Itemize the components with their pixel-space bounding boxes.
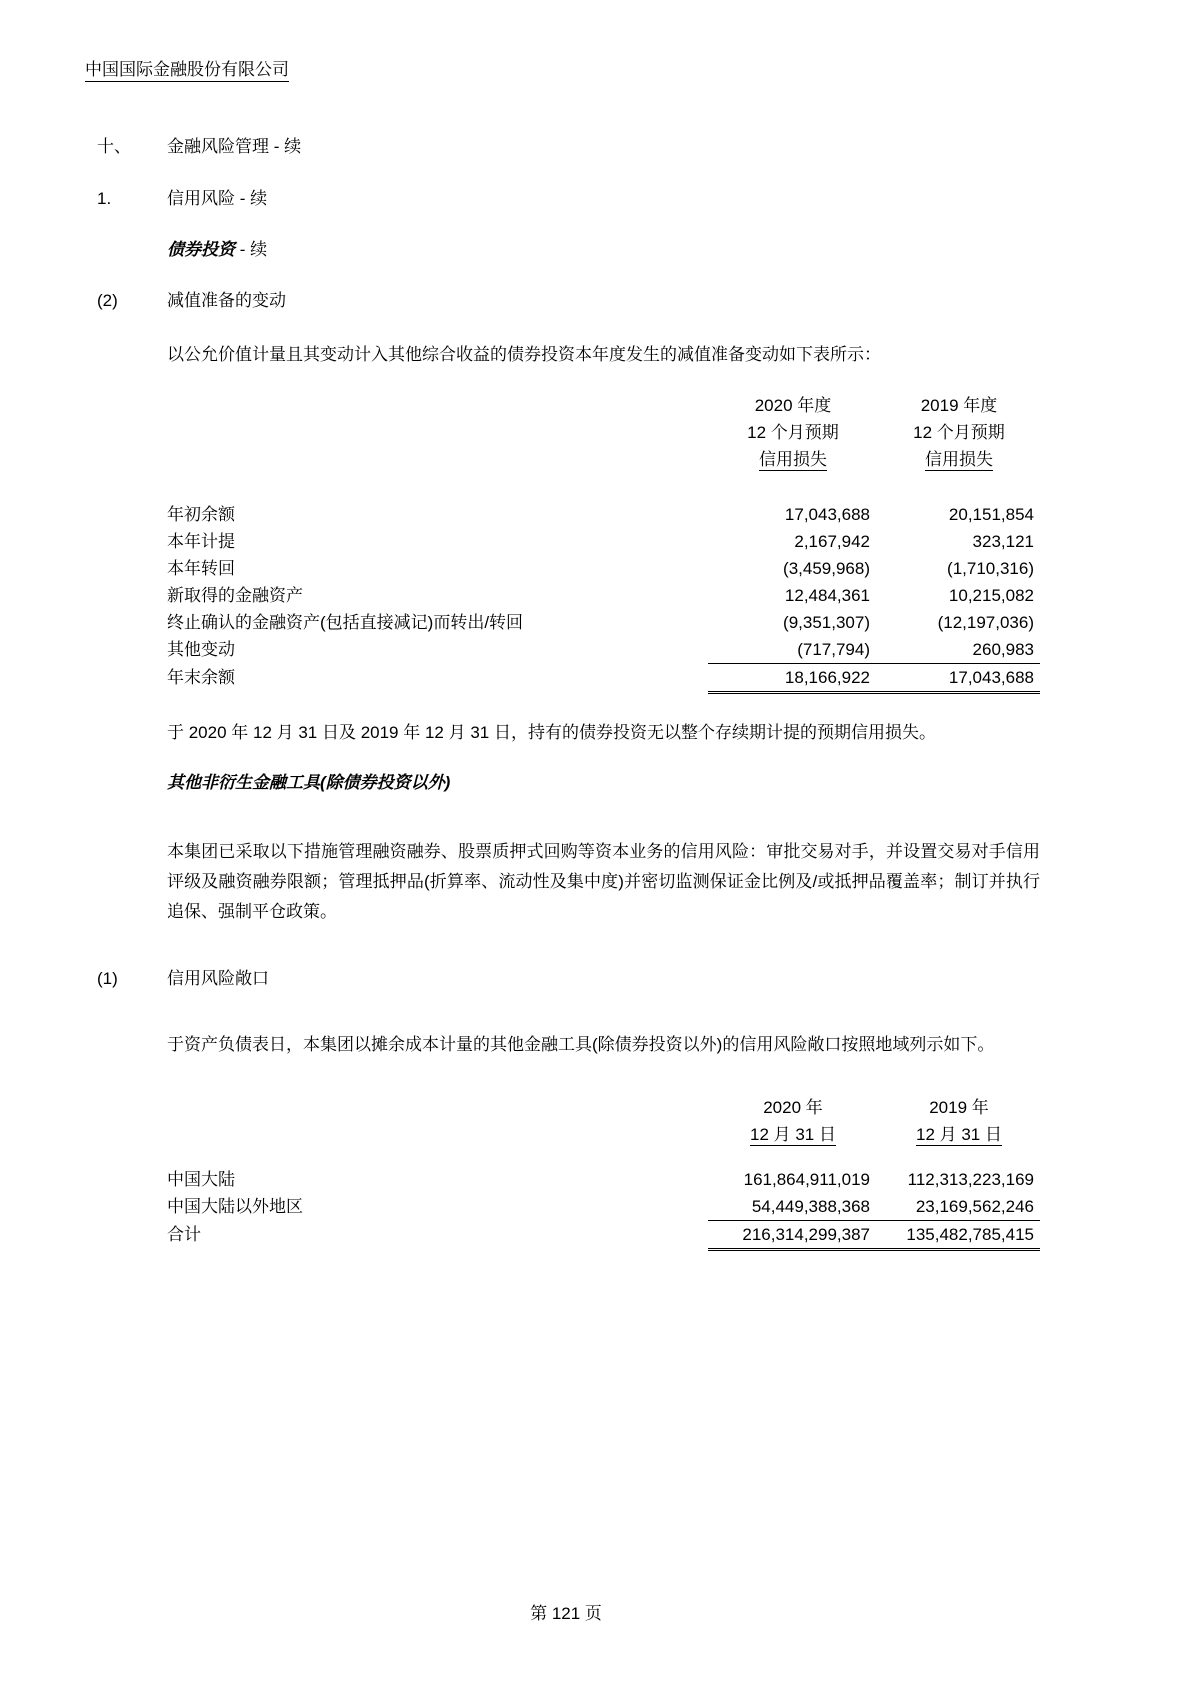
exposure-table [167, 1094, 1040, 1251]
value-2019: 323,121 [972, 532, 1034, 551]
value-2019: 112,313,223,169 [907, 1170, 1034, 1189]
other-instruments-title: 其他非衍生金融工具(除债券投资以外) [167, 773, 451, 792]
value-2020: 54,449,388,368 [708, 1193, 878, 1221]
table-row [167, 1166, 1040, 1193]
section-number-spacer [97, 771, 167, 795]
value-2019: 135,482,785,415 [878, 1221, 1040, 1251]
value-2019: 260,983 [878, 636, 1040, 664]
value-2020: (3,459,968) [783, 559, 870, 578]
value-2019: 17,043,688 [878, 664, 1040, 694]
other-instruments-heading [97, 771, 1190, 795]
table-row [167, 528, 1040, 555]
section-heading-credit-risk [97, 187, 1190, 211]
value-2020: 12,484,361 [784, 586, 870, 605]
value-2020: 216,314,299,387 [708, 1221, 878, 1251]
date-label: 12 月 31 日 [916, 1125, 1002, 1144]
impairment-table [167, 392, 1040, 694]
bond-investments-heading [97, 238, 1190, 262]
section-heading-impairment [97, 289, 1190, 313]
period-label: 12 个月预期 [913, 423, 1005, 442]
bond-investments-title-bold: 债券投资 [167, 240, 235, 259]
row-label: 新取得的金融资产 [167, 586, 303, 605]
section-number: 1. [97, 189, 112, 208]
column-header-2020 [708, 1094, 878, 1148]
value-2019: (12,197,036) [937, 613, 1034, 632]
value-2020: 2,167,942 [794, 532, 870, 551]
section-number-spacer [97, 238, 167, 262]
company-name [85, 0, 1190, 82]
bond-investments-title [167, 238, 1190, 262]
page-footer [0, 1602, 1132, 1626]
row-label: 终止确认的金融资产(包括直接减记)而转出/转回 [167, 613, 524, 632]
row-label: 中国大陆以外地区 [167, 1197, 303, 1216]
value-2020: 17,043,688 [784, 505, 870, 524]
credit-measures-paragraph: 本集团已采取以下措施管理融资融券、股票质押式回购等资本业务的信用风险：审批交易对手，并设置交易对手信用评级及融资融券限额；管理抵押品(折算率、流动性及集中度)并密切监测保证金比例及/或抵押品覆盖率；制订并执行追保、强制平仓政策。 [167, 842, 1040, 921]
table-spacer [167, 1148, 1040, 1166]
section-title: 减值准备的变动 [167, 291, 286, 310]
impairment-intro-paragraph: 以公允价值计量且其变动计入其他综合收益的债券投资本年度发生的减值准备变动如下表所示： [167, 345, 881, 364]
ecl-note-paragraph: 于 2020 年 12 月 31 日及 2019 年 12 月 31 日，持有的债券投资无以整个存续期计提的预期信用损失。 [167, 723, 936, 742]
column-header-2020 [708, 392, 878, 473]
period-label: 12 个月预期 [747, 423, 839, 442]
credit-exposure-heading [97, 967, 1190, 991]
value-2019: (1,710,316) [947, 559, 1034, 578]
value-2019: 20,151,854 [948, 505, 1034, 524]
column-header-2019 [878, 1094, 1040, 1148]
company-name-text: 中国国际金融股份有限公司 [85, 60, 289, 82]
row-label: 年末余额 [167, 668, 235, 687]
table-row [167, 636, 1040, 664]
section-number: (1) [97, 969, 118, 988]
row-label: 合计 [167, 1225, 201, 1244]
year-label: 2019 年 [929, 1098, 989, 1117]
value-2019: 23,169,562,246 [878, 1193, 1040, 1221]
table-row [167, 501, 1040, 528]
loss-label: 信用损失 [759, 450, 827, 469]
row-label: 中国大陆 [167, 1170, 235, 1189]
header-spacer [167, 1094, 708, 1148]
value-2020: 161,864,911,019 [743, 1170, 870, 1189]
header-spacer [167, 392, 708, 473]
bond-investments-title-rest: - 续 [235, 240, 268, 259]
section-title: 信用风险敞口 [167, 969, 269, 988]
value-2020: (717,794) [708, 636, 878, 664]
exposure-table-header [167, 1094, 1040, 1148]
column-header-2019 [878, 392, 1040, 473]
exposure-intro-paragraph: 于资产负债表日，本集团以摊余成本计量的其他金融工具(除债券投资以外)的信用风险敞口按照地域列示如下。 [167, 1035, 995, 1054]
table-row [167, 609, 1040, 636]
table-total-row [167, 1221, 1040, 1251]
page-number: 第 121 页 [530, 1604, 602, 1623]
table-row [167, 1193, 1040, 1221]
table-row [167, 555, 1040, 582]
table-spacer [167, 473, 1040, 501]
loss-label: 信用损失 [925, 450, 993, 469]
row-label: 本年转回 [167, 559, 235, 578]
section-number: 十、 [97, 137, 131, 156]
date-label: 12 月 31 日 [750, 1125, 836, 1144]
table-row [167, 582, 1040, 609]
section-title: 信用风险 - 续 [167, 189, 268, 208]
section-number: (2) [97, 291, 118, 310]
row-label: 本年计提 [167, 532, 235, 551]
value-2020: 18,166,922 [708, 664, 878, 694]
value-2020: (9,351,307) [783, 613, 870, 632]
year-label: 2019 年度 [920, 396, 998, 415]
table-total-row [167, 664, 1040, 694]
value-2019: 10,215,082 [948, 586, 1034, 605]
impairment-table-header [167, 392, 1040, 473]
row-label: 年初余额 [167, 505, 235, 524]
section-title: 金融风险管理 - 续 [167, 137, 302, 156]
section-heading-10 [97, 135, 1190, 159]
year-label: 2020 年度 [754, 396, 832, 415]
year-label: 2020 年 [763, 1098, 823, 1117]
row-label: 其他变动 [167, 640, 235, 659]
